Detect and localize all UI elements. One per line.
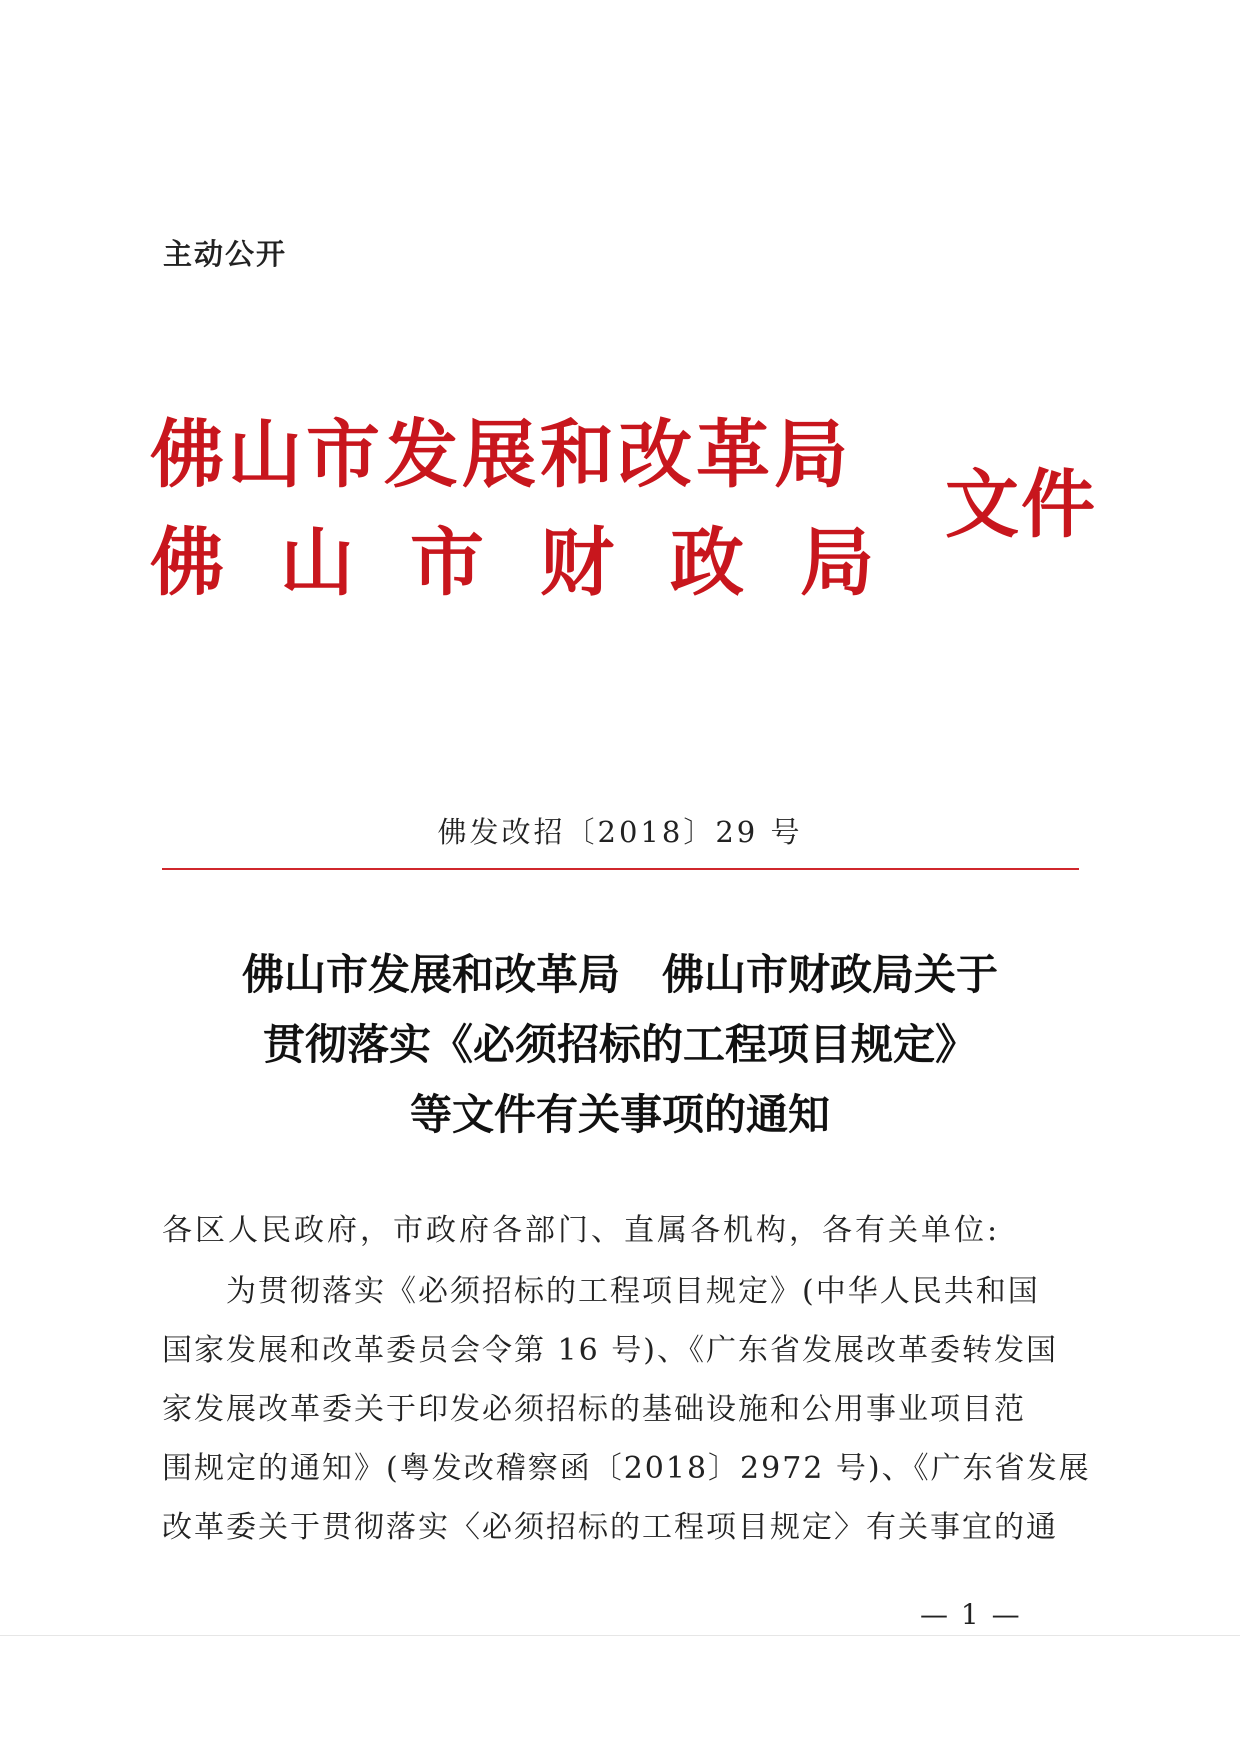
issuer-line-2: 佛山市财政局: [150, 520, 930, 606]
red-divider: [162, 868, 1079, 870]
page-number: — 1 —: [920, 1598, 1022, 1631]
title-line-3: 等文件有关事项的通知: [409, 1090, 830, 1139]
body-line: 改革委关于贯彻落实〈必须招标的工程项目规定〉有关事宜的通: [162, 1510, 1058, 1545]
document-title: [0, 940, 1240, 1150]
issuer-line-1: 佛山市发展和改革局: [150, 412, 852, 498]
title-line-1: 佛山市发展和改革局 佛山市财政局关于: [241, 950, 998, 999]
issuer-header: [150, 408, 1110, 618]
page-bottom-edge: [0, 1635, 1240, 1636]
body-line: 为贯彻落实《必须招标的工程项目规定》(中华人民共和国: [226, 1274, 1040, 1309]
body-line: 围规定的通知》(粤发改稽察函〔2018〕2972 号)、《广东省发展: [162, 1451, 1091, 1486]
salutation: 各区人民政府，市政府各部门、直属各机构，各有关单位:: [162, 1213, 1001, 1248]
document-number: 佛发改招〔2018〕29 号: [437, 815, 803, 849]
body-paragraph: [162, 1262, 1091, 1557]
classification-label: 主动公开: [163, 237, 288, 271]
body-line: 家发展改革委关于印发必须招标的基础设施和公用事业项目范: [162, 1392, 1026, 1427]
issuer-suffix: 文件: [945, 462, 1097, 548]
body-line: 国家发展和改革委员会令第 16 号)、《广东省发展改革委转发国: [162, 1333, 1058, 1368]
title-line-2: 贯彻落实《必须招标的工程项目规定》: [262, 1020, 977, 1069]
